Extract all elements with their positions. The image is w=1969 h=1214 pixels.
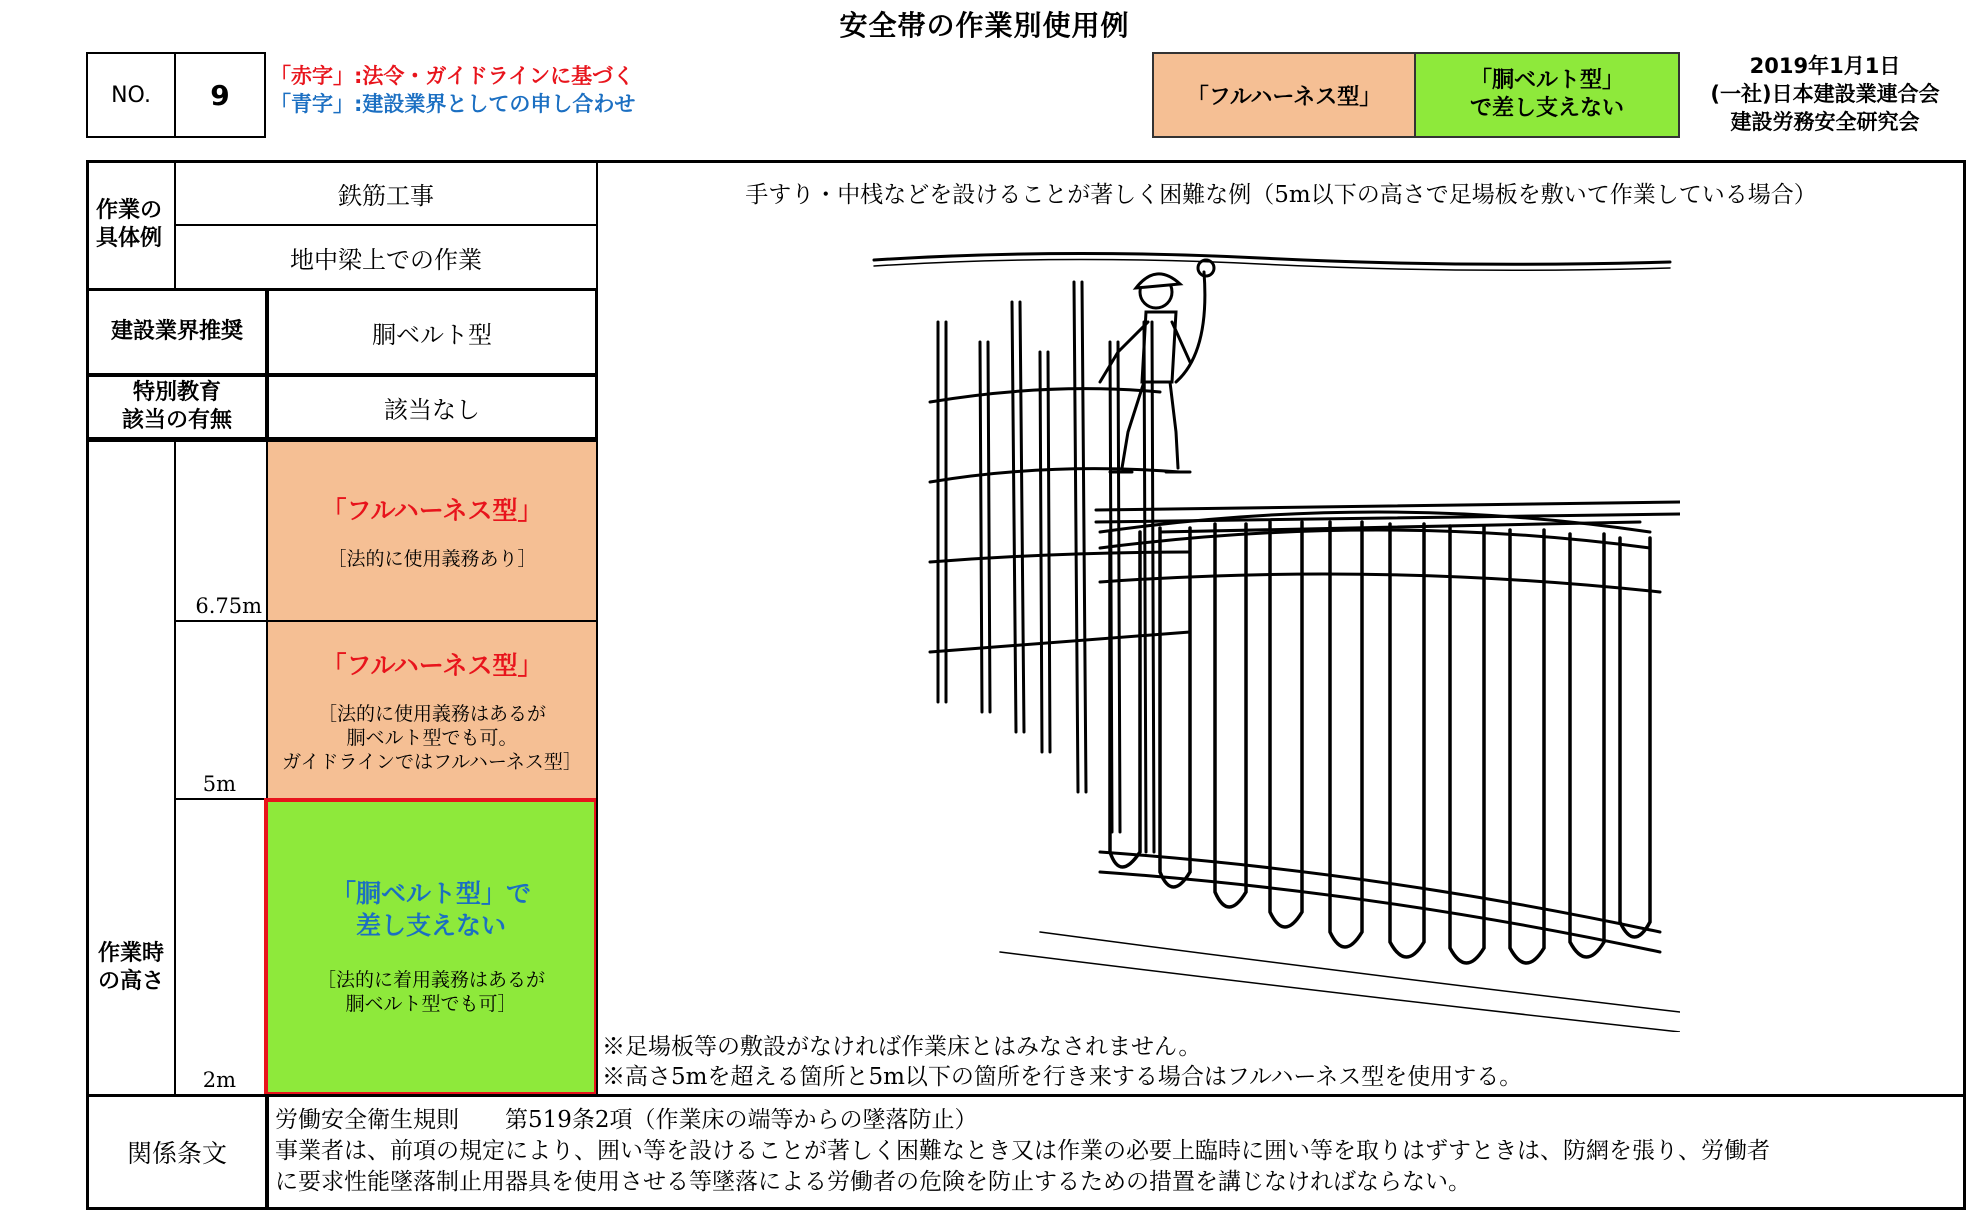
- illustration-note2: ※高さ5mを超える箇所と5m以下の箇所を行き来する場合はフルハーネス型を使用する。: [602, 1064, 1523, 1090]
- regulation-line1: 労働安全衛生規則 第519条2項（作業床の端等からの墜落防止）: [275, 1107, 978, 1133]
- zone3-title2: 差し支えない: [355, 911, 506, 940]
- recommend-value: 胴ベルト型: [266, 288, 598, 376]
- zone1-note: ［法的に使用義務あり］: [327, 548, 537, 570]
- height-mark-cell2: [174, 620, 268, 800]
- zone3-note1: ［法的に着用義務はあるが: [316, 969, 545, 991]
- waist-belt-line2: で差し支えない: [1469, 96, 1624, 121]
- zone-full-harness-over-675: [266, 440, 598, 622]
- legend-blue: 「青字」:建設業界としての申し合わせ: [270, 92, 636, 116]
- recommend-label: 建設業界推奨: [86, 288, 268, 376]
- height-mark-2: 2m: [202, 1068, 236, 1092]
- regulation-line3: に要求性能墜落制止用器具を使用させる等墜落による労働者の危険を防止するための措置を講じなければならない。: [275, 1169, 1471, 1195]
- issuer-block: [1690, 52, 1960, 136]
- illustration-notes: [602, 1032, 1522, 1092]
- zone-full-harness-5-675: [266, 620, 598, 800]
- height-mark-675: 6.75m: [195, 594, 262, 618]
- issuer-org2: 建設労務安全研究会: [1730, 110, 1920, 134]
- issue-date: 2019年1月1日: [1749, 54, 1901, 78]
- page-title: 安全帯の作業別使用例: [839, 9, 1130, 42]
- waist-belt-line1: 「胴ベルト型」: [1469, 68, 1624, 93]
- no-label: NO.: [86, 52, 176, 138]
- regulation-label: 関係条文: [86, 1094, 268, 1210]
- zone2-note1: ［法的に使用義務はあるが: [317, 703, 546, 725]
- zone-waist-belt-2-5: [264, 798, 598, 1096]
- legend-red: 「赤字」:法令・ガイドラインに基づく: [270, 64, 635, 88]
- rebar-worker-illustration: [860, 232, 1680, 1032]
- issuer-org1: (一社)日本建設業連合会: [1710, 82, 1940, 106]
- illustration-caption: 手すり・中桟などを設けることが著しく困難な例（5m以下の高さで足場板を敷いて作業している場合）: [745, 182, 1817, 208]
- zone2-title: 「フルハーネス型」: [321, 651, 543, 680]
- regulation-line2: 事業者は、前項の規定により、囲い等を設けることが著しく困難なとき又は作業の必要上臨時に囲い等を取りはずすときは、防網を張り、労働者: [275, 1138, 1770, 1164]
- zone3-note2: 胴ベルト型でも可］: [345, 993, 517, 1015]
- education-value: 該当なし: [266, 374, 598, 440]
- header-waist-belt-badge: [1414, 52, 1680, 138]
- education-label: 特別教育 該当の有無: [86, 374, 268, 440]
- zone1-title: 「フルハーネス型」: [321, 496, 543, 525]
- height-label: 作業時 の高さ: [86, 440, 176, 1096]
- zone2-note3: ガイドラインではフルハーネス型］: [282, 751, 582, 773]
- zone3-title1: 「胴ベルト型」で: [330, 879, 531, 908]
- header-full-harness-badge: 「フルハーネス型」: [1152, 52, 1416, 138]
- work-example-label: 作業の具体例: [86, 160, 176, 290]
- no-value: 9: [174, 52, 266, 138]
- work-example-item2: 地中梁上での作業: [174, 224, 598, 290]
- zone2-note2: 胴ベルト型でも可。: [346, 727, 518, 749]
- height-mark-cell3: [174, 798, 268, 1096]
- height-mark-5: 5m: [202, 772, 236, 796]
- regulation-text: [266, 1094, 1966, 1210]
- height-mark-cell1: [174, 440, 268, 622]
- work-example-item1: 鉄筋工事: [174, 160, 598, 226]
- illustration-note1: ※足場板等の敷設がなければ作業床とはみなされません。: [602, 1034, 1202, 1060]
- color-legend: [270, 62, 635, 118]
